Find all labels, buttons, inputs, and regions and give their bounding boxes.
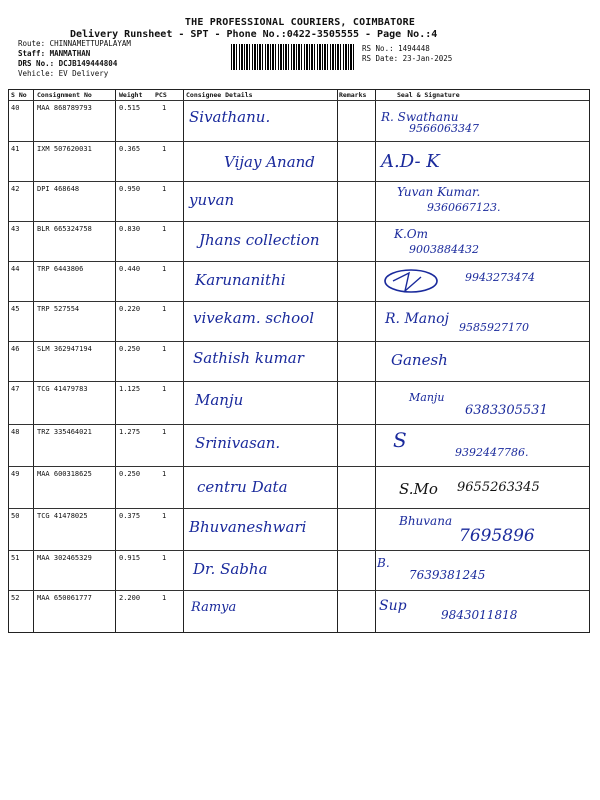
weight-cell: 0.250 <box>119 470 141 478</box>
route-text: Route: CHINNAMETTUPALAYAM <box>18 39 131 48</box>
pcs-cell: 1 <box>162 104 167 112</box>
rs-no-text: RS No.: 1494448 <box>362 44 430 53</box>
sno-cell: 52 <box>11 594 20 602</box>
table-row <box>9 261 591 301</box>
runsheet-meta-left <box>18 39 131 79</box>
col-header-remarks: Remarks <box>339 91 367 99</box>
consignment-cell: TCG 41479783 <box>37 385 88 393</box>
pcs-cell: 1 <box>162 305 167 313</box>
runsheet-meta-right <box>362 44 452 64</box>
pcs-cell: 1 <box>162 594 167 602</box>
sno-cell: 45 <box>11 305 20 313</box>
barcode <box>231 44 355 70</box>
weight-cell: 0.915 <box>119 554 141 562</box>
runsheet-table <box>8 89 590 633</box>
sno-cell: 51 <box>11 554 20 562</box>
col-header-sno: S No <box>11 91 27 99</box>
consignee-handwriting: Sathish kumar <box>193 349 304 367</box>
table-row <box>9 466 591 508</box>
signature-name: Yuvan Kumar. <box>397 185 481 199</box>
pcs-cell: 1 <box>162 185 167 193</box>
weight-cell: 0.365 <box>119 145 141 153</box>
consignment-cell: MAA 600318625 <box>37 470 92 478</box>
signature-name: K.Om <box>394 227 428 241</box>
signature-name: Ganesh <box>391 351 448 369</box>
consignee-handwriting: Dr. Sabha <box>193 560 268 578</box>
pcs-cell: 1 <box>162 265 167 273</box>
signature-name: S.Mo <box>399 480 438 498</box>
weight-cell: 1.275 <box>119 428 141 436</box>
drs-text: DRS No.: DCJB149444804 <box>18 59 118 68</box>
consignment-cell: MAA 302465329 <box>37 554 92 562</box>
col-header-weight: Weight <box>119 91 143 99</box>
col-header-pcs: PCS <box>155 91 167 99</box>
col-header-details: Consignee Details <box>186 91 253 99</box>
table-row <box>9 590 591 633</box>
sno-cell: 40 <box>11 104 20 112</box>
pcs-cell: 1 <box>162 145 167 153</box>
weight-cell: 1.125 <box>119 385 141 393</box>
signature-name: R. Manoj <box>385 311 449 327</box>
signature-name: B. <box>377 556 390 570</box>
sno-cell: 50 <box>11 512 20 520</box>
weight-cell: 0.250 <box>119 345 141 353</box>
consignee-handwriting: yuvan <box>189 191 235 209</box>
consignment-cell: IXM 507620031 <box>37 145 92 153</box>
table-row <box>9 181 591 221</box>
table-row <box>9 341 591 381</box>
consignment-cell: TCG 41478025 <box>37 512 88 520</box>
consignment-cell: MAA 650061777 <box>37 594 92 602</box>
consignment-cell: SLM 362947194 <box>37 345 92 353</box>
consignment-cell: TRZ 335464021 <box>37 428 92 436</box>
table-row <box>9 301 591 341</box>
sno-cell: 44 <box>11 265 20 273</box>
signature-phone: 9843011818 <box>441 608 518 622</box>
pcs-cell: 1 <box>162 554 167 562</box>
signature-name: Sup <box>379 598 407 614</box>
pcs-cell: 1 <box>162 385 167 393</box>
col-header-seal: Seal & Signature <box>397 91 460 99</box>
signature-name: Manju <box>409 391 445 404</box>
weight-cell: 0.950 <box>119 185 141 193</box>
signature-name: R. Swathanu <box>381 110 459 124</box>
sno-cell: 43 <box>11 225 20 233</box>
weight-cell: 0.830 <box>119 225 141 233</box>
signature-phone: 6383305531 <box>465 403 548 418</box>
consignee-handwriting: Manju <box>195 391 244 409</box>
signature-phone: 9360667123. <box>427 201 501 214</box>
sno-cell: 41 <box>11 145 20 153</box>
sno-cell: 47 <box>11 385 20 393</box>
consignee-handwriting: vivekam. school <box>193 309 315 327</box>
table-row <box>9 508 591 550</box>
table-row <box>9 424 591 466</box>
consignee-handwriting: Bhuvaneshwari <box>189 518 307 536</box>
table-row <box>9 221 591 261</box>
signature-phone: 9392447786. <box>455 446 529 459</box>
signature-phone: 7695896 <box>459 526 535 546</box>
weight-cell: 0.515 <box>119 104 141 112</box>
consignee-handwriting: Ramya <box>191 600 237 615</box>
consignee-handwriting: centru Data <box>197 478 288 496</box>
consignee-handwriting: Sivathanu. <box>189 108 271 126</box>
pcs-cell: 1 <box>162 470 167 478</box>
consignee-handwriting: Vijay Anand <box>224 153 315 171</box>
sno-cell: 49 <box>11 470 20 478</box>
pcs-cell: 1 <box>162 225 167 233</box>
signature-phone: 7639381245 <box>409 568 486 582</box>
signature-phone: 9655263345 <box>457 480 540 495</box>
staff-text: Staff: MANMATHAN <box>18 49 91 58</box>
signature-phone: 9566063347 <box>409 122 479 135</box>
table-row <box>9 381 591 424</box>
table-row <box>9 550 591 590</box>
signature-phone: 9585927170 <box>459 321 529 334</box>
weight-cell: 2.200 <box>119 594 141 602</box>
col-header-consignment: Consignment No <box>37 91 92 99</box>
pcs-cell: 1 <box>162 428 167 436</box>
signature-scribble <box>381 267 441 297</box>
pcs-cell: 1 <box>162 512 167 520</box>
pcs-cell: 1 <box>162 345 167 353</box>
sno-cell: 46 <box>11 345 20 353</box>
weight-cell: 0.375 <box>119 512 141 520</box>
page-title: THE PROFESSIONAL COURIERS, COIMBATORE <box>184 17 416 28</box>
signature-name: A.D- K <box>381 151 440 172</box>
signature-name: Bhuvana <box>399 514 453 528</box>
consignment-cell: DPI 468648 <box>37 185 80 193</box>
table-row <box>9 100 591 141</box>
sno-cell: 42 <box>11 185 20 193</box>
weight-cell: 0.220 <box>119 305 141 313</box>
page-subtitle: Delivery Runsheet - SPT - Phone No.:0422-3505555 - Page No.:4 <box>70 29 438 40</box>
signature-phone: 9943273474 <box>465 271 535 284</box>
vehicle-text: Vehicle: EV Delivery <box>18 69 109 78</box>
rs-date-text: RS Date: 23-Jan-2025 <box>362 54 453 63</box>
consignment-cell: TRP 6443806 <box>37 265 84 273</box>
signature-name: S <box>393 428 407 452</box>
signature-phone: 9003884432 <box>409 243 479 256</box>
consignee-handwriting: Karunanithi <box>195 271 286 289</box>
table-row <box>9 141 591 181</box>
consignee-handwriting: Srinivasan. <box>195 434 281 452</box>
weight-cell: 0.440 <box>119 265 141 273</box>
consignment-cell: MAA 868789793 <box>37 104 92 112</box>
sno-cell: 48 <box>11 428 20 436</box>
consignment-cell: TRP 527554 <box>37 305 80 313</box>
consignment-cell: BLR 665324758 <box>37 225 92 233</box>
consignee-handwriting: Jhans collection <box>199 231 320 249</box>
